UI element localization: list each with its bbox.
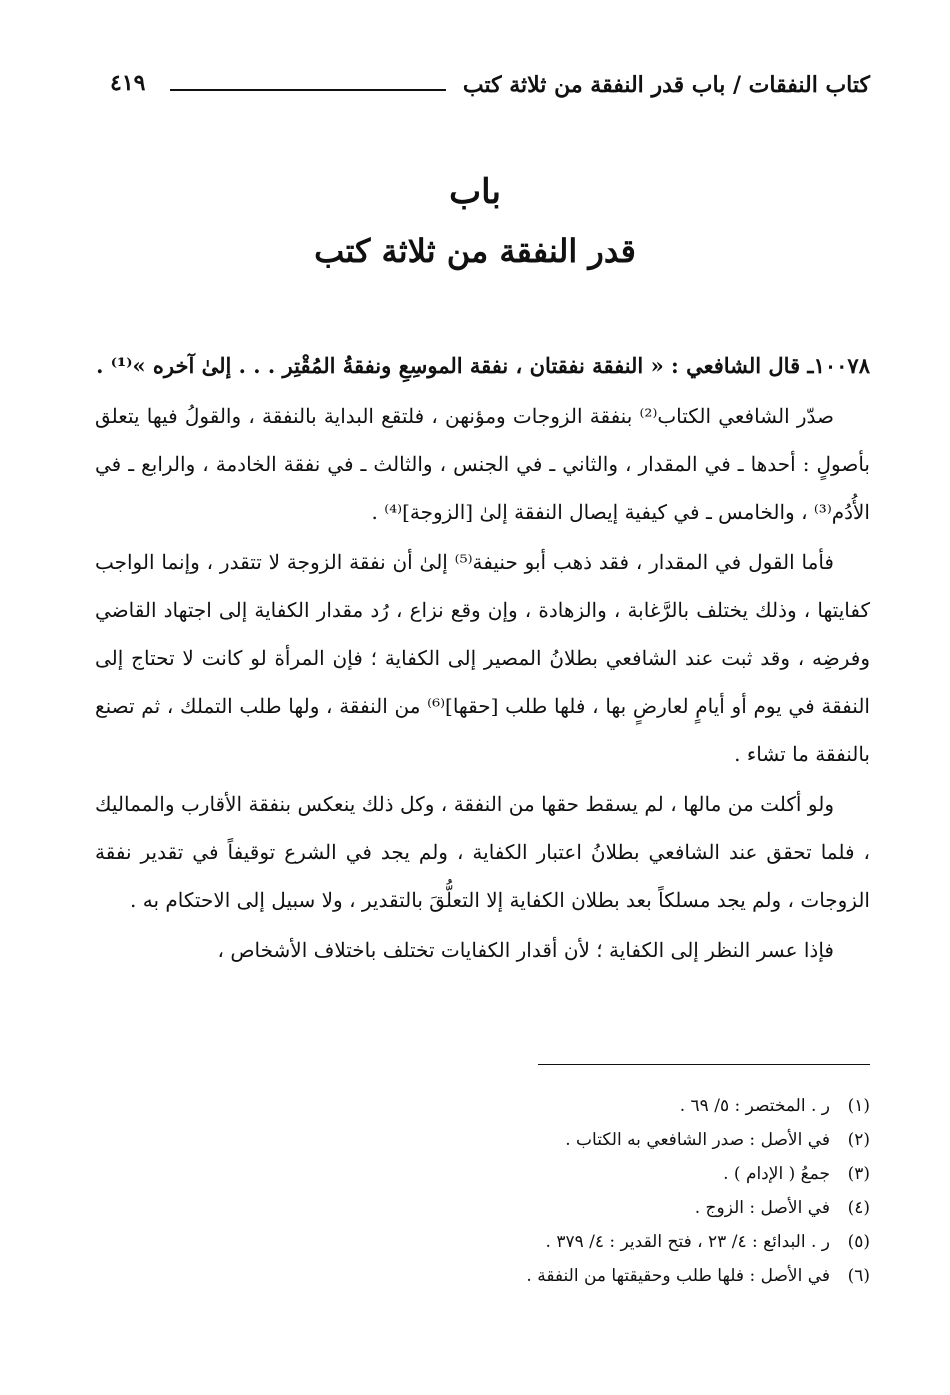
footnote-item [95, 1259, 870, 1293]
chapter-title: قدر النفقة من ثلاثة كتب [314, 232, 636, 270]
chapter-heading: باب [449, 172, 501, 212]
page-number: ٤١٩ [110, 70, 146, 96]
header-rule [170, 89, 446, 91]
footnotes [95, 1089, 870, 1293]
running-header-title: كتاب النفقات / باب قدر النفقة من ثلاثة كتب [462, 72, 870, 98]
paragraph: صدّر الشافعي الكتاب⁽²⁾ بنفقة الزوجات ومؤنهن ، فلتقع البداية بالنفقة ، والقولُ فيها يتعلق بأصولٍ : أحدها ـ في المقدار ، والثاني ـ في الجنس ، والثالث ـ في نفقة الخادمة ، والرابع ـ في الأُدُم⁽³⁾ ، والخامس ـ في كيفية إيصال النفقة إلىٰ [الزوجة]⁽⁴⁾ . [95, 404, 870, 524]
footnote-item [95, 1089, 870, 1123]
footnote-item [95, 1191, 870, 1225]
footnote-text: ر . المختصر : ٥/ ٦٩ . [679, 1096, 830, 1116]
paragraph: فإذا عسر النظر إلى الكفاية ؛ لأن أقدار الكفايات تختلف باختلاف الأشخاص ، [217, 938, 834, 962]
footnote-item [95, 1225, 870, 1259]
footnote-text: في الأصل : الزوج . [694, 1198, 830, 1218]
footnote-number: (١) [847, 1096, 870, 1116]
footnote-item [95, 1123, 870, 1157]
footnote-text: في الأصل : فلها طلب وحقيقتها من النفقة . [526, 1266, 830, 1286]
footnote-number: (٣) [847, 1164, 870, 1184]
paragraph: ولو أكلت من مالها ، لم يسقط حقها من النفقة ، وكل ذلك ينعكس بنفقة الأقارب والمماليك ، فلما تحقق عند الشافعي بطلانُ اعتبار الكفاية ، ولم يجد في الشرع توقيفاً في تقدير نفقة الزوجات ، ولم يجد مسلكاً بعد بطلان الكفاية إلا التعلُّقَ بالتقدير ، ولا سبيل إلى الاحتكام به . [95, 792, 870, 912]
footnote-number: (٤) [847, 1198, 870, 1218]
paragraph: فأما القول في المقدار ، فقد ذهب أبو حنيفة⁽⁵⁾ إلىٰ أن نفقة الزوجة لا تتقدر ، وإنما الواجب كفايتها ، وذلك يختلف بالرَّغابة ، والزهادة ، وإن وقع نزاع ، رُد مقدار الكفاية إلى اجتهاد القاضي وفرضِه ، وقد ثبت عند الشافعي بطلانُ المصير إلى الكفاية ؛ فإن المرأة لو كانت لا تحتاج إلى النفقة في يوم أو أيامٍ لعارضٍ بها ، فلها طلب [حقها]⁽⁶⁾ من النفقة ، ولها طلب التملك ، ثم تصنع بالنفقة ما تشاء . [95, 550, 870, 766]
footnote-item [95, 1157, 870, 1191]
footnote-number: (٥) [847, 1232, 870, 1252]
footnote-text: ر . البدائع : ٤/ ٢٣ ، فتح القدير : ٤/ ٣٧٩ . [545, 1232, 830, 1252]
body-text [95, 342, 870, 976]
footnote-number: (٦) [847, 1266, 870, 1286]
footnote-text: في الأصل : صدر الشافعي به الكتاب . [565, 1130, 830, 1150]
footnote-number: (٢) [847, 1130, 870, 1150]
paragraph: ١٠٠٧٨ـ قال الشافعي : « النفقة نفقتان ، نفقة الموسِعِ ونفقةُ المُقْتِر . . . إلىٰ آخره »⁽¹⁾ . [96, 353, 870, 378]
footnote-text: جمعُ ( الإدام ) . [723, 1164, 830, 1184]
footnote-rule [538, 1064, 870, 1065]
